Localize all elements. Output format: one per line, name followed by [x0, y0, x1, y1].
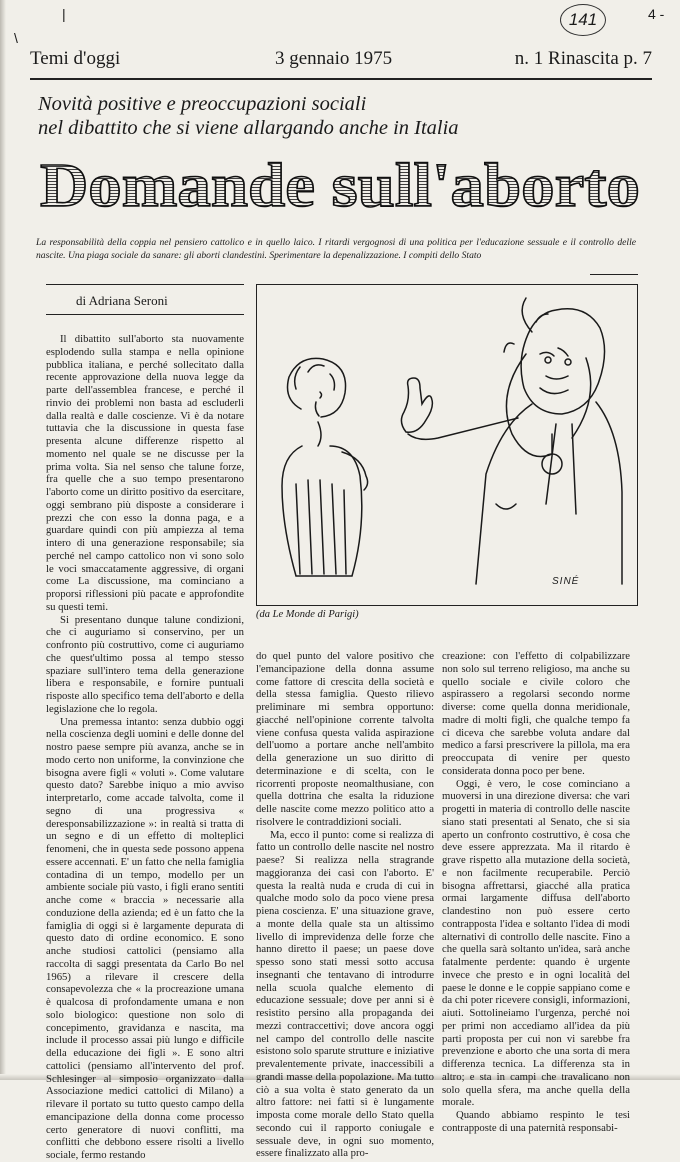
- cartoonist-signature: SINÉ: [552, 576, 580, 587]
- subtitle-line-1: Novità positive e preoccupazioni sociali: [38, 93, 367, 115]
- doctor-figure: [401, 298, 622, 584]
- subtitle-line-2: nel dibattito che si viene allargando anche in Italia: [38, 117, 459, 139]
- subtitle: [38, 92, 638, 140]
- cartoon-illustration: [256, 284, 638, 606]
- article-paragraph: Ma, ecco il punto: come si realizza di fatto un controllo delle nascite nel nostro paese? Si realizza nella stragrande maggioranza dei casi con l'aborto. E' questa la realtà nuda e cruda di cui in qualche modo solo da poco viene presa piena coscienza. E' una situazione grave, a monte della quale sta un altissimo livello di imprevidenza delle forze che hanno diretto il paese; un paese dove spesso sono stati messi sotto accusa insegnanti che tentavano di introdurre nella scuola qualche elemento di educazione sessuale; dove per anni si è resistito persino alla propaganda dei mezzi contraccettivi; dove ancora oggi nel campo del controllo delle nascite esistono solo sparute strutture e iniziative prevalentemente private, inaccessibili a grandi masse della popolazione. Ma tutto ciò a sua volta è stato generato da un altro fattore: nei fatti si è lungamente imposta come morale dello Stato quella secondo cui il rapporto coniugale e sessuale deve, in ogni suo momento, essere finalizzato alla pro-: [256, 828, 434, 1160]
- cartoon: [256, 284, 638, 606]
- header-rule: [30, 78, 652, 80]
- issue-date: 3 gennaio 1975: [275, 48, 393, 69]
- byline-rule-bottom: [46, 314, 244, 315]
- pregnant-woman-figure: [282, 358, 368, 576]
- cartoon-frame: [257, 285, 638, 606]
- byline-rule-top: [46, 284, 244, 285]
- article-column-2: [256, 650, 434, 1160]
- article-paragraph: Oggi, è vero, le cose cominciano a muoversi in una direzione diversa: che vari progetti in materia di controllo delle nascite siano stati presentati al Senato, che si sia aperto un confronto costruttivo, è cosa che deve essere apprezzata. Ma il ritardo è grave rispetto alla mutazione della società, e non facilmente recuperabile. Perciò bisogna affrettarsi, giacché alla pratica ormai largamente diffusa dell'aborto clandestino non può essere certo contrapposta l'idea e soltanto l'idea di modi alternativi di controllo delle nascite. Fino a che quella sarà soltanto un'idea, sarà anche fatalmente perdente: quando è urgente invece che presto e in ogni località del paese le donne e le coppie sappiano come e da chi poter ricevere consigli, informazioni, aiuti. Sottolineiamo l'urgenza, perché noi per primi non accediamo all'idea da più parti proposta per cui non vi sarebbe fra prevenzione e aborto che una sorta di mera differenza tecnica. La differenza sta in altro; e sta in campi che travalicano non solo quella sfera, ma anche quella della morale.: [442, 777, 630, 1109]
- headline-svg: [30, 150, 650, 222]
- article-paragraph: Il dibattito sull'aborto sta nuovamente esplodendo sulla stampa e nella opinione pubblica italiana, e perché sollecitato dalla recente approvazione della nuova legge da parte dell'assemblea francese, e perché il rinvio dei problemi non basta ad escluderli dalla realtà e dalle coscienze. Vi è da notare tuttavia che la discussione in questa fase presenta alcune differenze rispetto al momento nel quale se ne discusse per la prima volta. Sia nel senso che talune forze, fra quelle che a suo tempo presentarono l'aborto come un diritto positivo da esercitare, oggi sembrano più disposte a considerare i prezzi che con esso la donna paga, e a guardare quindi con più ampiezza al tema intero di una generazione responsabile; sia perché nel campo cattolico non vi sono solo le voci smaccatamente aggressive, di organi come La discussione, ma cominciano a proporsi riflessioni più pacate e approfondite su questi temi.: [46, 333, 244, 613]
- page-header: [30, 48, 652, 72]
- summary: La responsabilità della coppia nel pensiero cattolico e in quello laico. I ritardi vergognosi di una politica per l'educazione sessuale e il controllo delle nascite. Una piaga sociale da sanare: gli aborti clandestini. Sperimentare la depenalizzazione. I compiti dello Stato: [36, 237, 636, 261]
- article-paragraph: Quando abbiamo respinto le tesi contrapposte di una paternità responsabi-: [442, 1109, 630, 1134]
- article-paragraph: Si presentano dunque talune condizioni, che ci auguriamo si conservino, per un confronto più costruttivo, come ci auguriamo che quest'ultimo possa al tempo stesso spaziare sull'intero tema della generazione libera e responsabile, e fornire puntuali risposte allo specifico tema dell'aborto e della legislazione che lo regola.: [46, 613, 244, 715]
- scan-left-shadow: [0, 0, 6, 1080]
- article-column-1: [46, 333, 244, 1162]
- article-column-3: [442, 650, 630, 1135]
- headline-text: Domande sull'aborto: [40, 152, 640, 220]
- archive-number-stamp: 141: [560, 4, 606, 36]
- section-label: Temi d'oggi: [30, 48, 121, 69]
- article-paragraph: Una premessa intanto: senza dubbio oggi nella coscienza degli uomini e delle donne del nostro paese sempre più avanza, anche se in modo certo non uniforme, la convinzione che bisogna avere figli « voluti ». Come valutare questo dato? Sarebbe iniquo a mio avviso interpretarlo, come accade talvolta, come il segno di una progressiva « deresponsabilizzazione »: in realtà si tratta di un segno e di un effetto di molteplici fenomeni, che in questa sede possono appena essere accennati. E' un fatto che nella famiglia contadina di un tempo, modello per un ambiente sociale più vasto, i figli erano sentiti anche come « braccia » necessarie alla conduzione della azienda; ed è un fatto che la famiglia di oggi si è largamente depurata di questo dato di ordine economico. E sono anche studiosi cattolici (pensiamo alla raccolta di saggi presentata da Carlo Bo nel 1965) a rilevare il crescere della consapevolezza che « la procreazione umana è qualcosa di profondamente umana e non solo biologico: questione non solo di concepimento, gravidanza e nascita, ma include il processo assai più lungo e difficile della educazione dei figli ». E sono altri cattolici (pensiamo all'intervento del prof. Schlesinger al simposio organizzato dalla Associazione medici cattolici di Milano) a rilevare il portato su tutto questo campo della emancipazione della donna come processo certo generatore di nuovi conflitti, ma conflitti che debbono essere risolti a livello sociale, fermo restando: [46, 715, 244, 1161]
- margin-mark: |: [62, 6, 66, 22]
- summary-rule: [590, 274, 638, 275]
- handwritten-mark: 4 -: [648, 6, 665, 22]
- byline: di Adriana Seroni: [76, 293, 168, 308]
- cartoon-caption: (da Le Monde di Parigi): [256, 609, 359, 620]
- article-paragraph: do quel punto del valore positivo che l'emancipazione della donna assume come fattore di crescita della società e della stessa famiglia. Questo rilievo preliminare mi sembra opportuno: giacché nell'opinione corrente talvolta viene confusa questa valida aspirazione dell'uomo a portare anche nell'ambito della generazione un suo diritto di determinazione e di scelta, con le ricorrenti proposte neomalthusiane, con quella dottrina che esalta la riduzione delle nascite come mezzo politico atto a risolvere le contraddizioni sociali.: [256, 650, 434, 828]
- headline: [30, 150, 650, 222]
- issue-page: n. 1 Rinascita p. 7: [514, 48, 652, 69]
- article-paragraph: creazione: con l'effetto di colpabilizzare non solo sul terreno religioso, ma anche su quello sociale e civile coloro che aspirassero a regolarsi secondo norme diverse: come quella donna meridionale, madre di molti figli, che qualche tempo fa ci diceva che sarebbe voluta andare dal medico a farsi prescrivere la pillola, ma era preoccupata di venire per questo considerata donna poco per bene.: [442, 650, 630, 777]
- margin-mark: \: [14, 30, 18, 46]
